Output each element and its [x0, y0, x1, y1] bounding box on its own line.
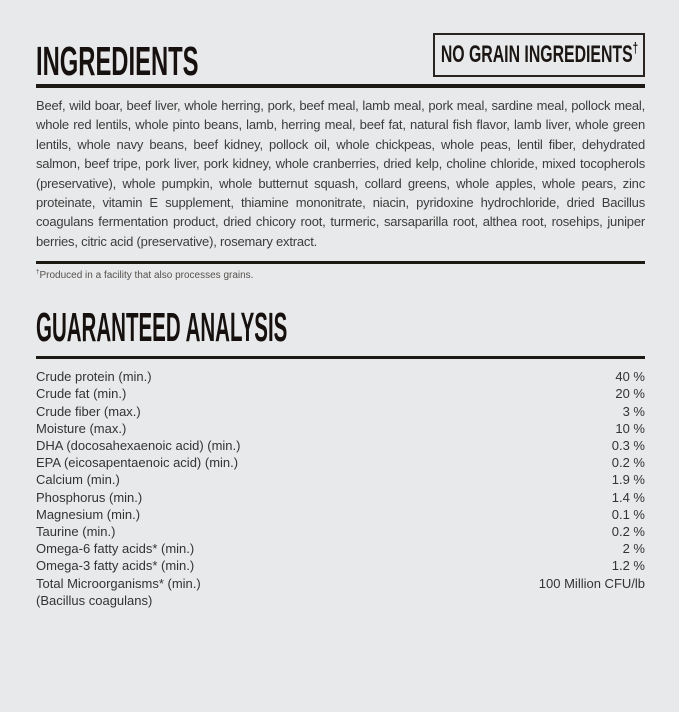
footnote-text: Produced in a facility that also processes grains.	[39, 270, 254, 282]
no-grain-badge	[433, 33, 645, 77]
analysis-table	[36, 368, 645, 609]
analysis-row-calcium	[36, 471, 645, 488]
analysis-row-epa	[36, 454, 645, 471]
analysis-row-value: 0.1 %	[611, 506, 645, 522]
analysis-row-crude-protein	[36, 368, 645, 385]
analysis-row-label: Moisture (max.)	[36, 420, 127, 436]
product-label	[36, 33, 645, 609]
analysis-row-total-microorganisms	[36, 575, 645, 592]
analysis-row-label: EPA (eicosapentaenoic acid) (min.)	[36, 455, 239, 471]
analysis-row-omega3	[36, 557, 645, 574]
analysis-row-label: Phosphorus (min.)	[36, 489, 143, 505]
ingredients-list-text: Beef, wild boar, beef liver, whole herring, pork, beef meal, lamb meal, pork meal, sardine meal, pollock meal, whole red lentils, whole pinto beans, lamb, herring meal, beef fat, natural fish flavor, lamb liver, whole green lentils, whole navy beans, beef kidney, pollock oil, whole chickpeas, whole peas, lentil fiber, dehydrated salmon, beef tripe, pork liver, pork kidney, whole cranberries, dried kelp, choline chloride, mixed tocopherols (preservative), whole pumpkin, whole butternut squash, collard greens, whole apples, whole pears, zinc proteinate, vitamin E supplement, thiamine mononitrate, niacin, pyridoxine hydrochloride, dried Bacillus coagulans fermentation product, dried chicory root, turmeric, sarsaparilla root, althea root, rosehips, juniper berries, citric acid (preservative), rosemary extract.	[36, 98, 645, 249]
ingredients-title: INGREDIENTS	[36, 38, 199, 84]
analysis-row-omega6	[36, 540, 645, 557]
analysis-row-crude-fiber	[36, 403, 645, 420]
analysis-row-crude-fat	[36, 385, 645, 402]
analysis-row-label: (Bacillus coagulans)	[36, 592, 153, 608]
analysis-row-label: Crude fat (min.)	[36, 386, 127, 402]
analysis-row-value: 100 Million CFU/lb	[538, 575, 645, 591]
no-grain-badge-label: NO GRAIN INGREDIENTS	[440, 41, 633, 68]
ingredients-header-rule	[36, 84, 645, 88]
analysis-row-value: 1.9 %	[611, 472, 645, 488]
analysis-row-moisture	[36, 420, 645, 437]
badge-dagger-mark: †	[632, 41, 638, 57]
analysis-row-label: Omega-6 fatty acids* (min.)	[36, 541, 195, 557]
analysis-row-label: Crude fiber (max.)	[36, 403, 141, 419]
footnote-rule	[36, 261, 645, 264]
analysis-row-value: 0.2 %	[611, 524, 645, 540]
grain-footnote	[36, 270, 645, 282]
analysis-row-value: 1.4 %	[611, 489, 645, 505]
analysis-row-value: 2 %	[622, 541, 645, 557]
analysis-row-dha	[36, 437, 645, 454]
analysis-row-label: Total Microorganisms* (min.)	[36, 575, 201, 591]
analysis-header-rule	[36, 356, 645, 359]
analysis-row-label: Magnesium (min.)	[36, 506, 141, 522]
analysis-row-value: 40 %	[615, 369, 645, 385]
analysis-row-value: 0.2 %	[611, 455, 645, 471]
analysis-row-phosphorus	[36, 489, 645, 506]
analysis-row-label: Calcium (min.)	[36, 472, 120, 488]
analysis-row-label: DHA (docosahexaenoic acid) (min.)	[36, 438, 241, 454]
analysis-row-label: Omega-3 fatty acids* (min.)	[36, 558, 195, 574]
analysis-title: GUARANTEED ANALYSIS	[36, 304, 288, 351]
analysis-row-bacillus-coagulans	[36, 592, 645, 609]
analysis-row-value: 1.2 %	[611, 558, 645, 574]
analysis-row-label: Crude protein (min.)	[36, 369, 152, 385]
analysis-row-value: 3 %	[622, 403, 645, 419]
ingredients-header	[36, 33, 645, 84]
analysis-row-taurine	[36, 523, 645, 540]
analysis-row-value: 0.3 %	[611, 438, 645, 454]
analysis-row-value: 20 %	[615, 386, 645, 402]
footnote-dagger-mark: †	[36, 268, 40, 276]
analysis-row-magnesium	[36, 506, 645, 523]
analysis-row-label: Taurine (min.)	[36, 524, 116, 540]
no-grain-badge-text	[440, 41, 637, 69]
analysis-row-value: 10 %	[615, 420, 645, 436]
